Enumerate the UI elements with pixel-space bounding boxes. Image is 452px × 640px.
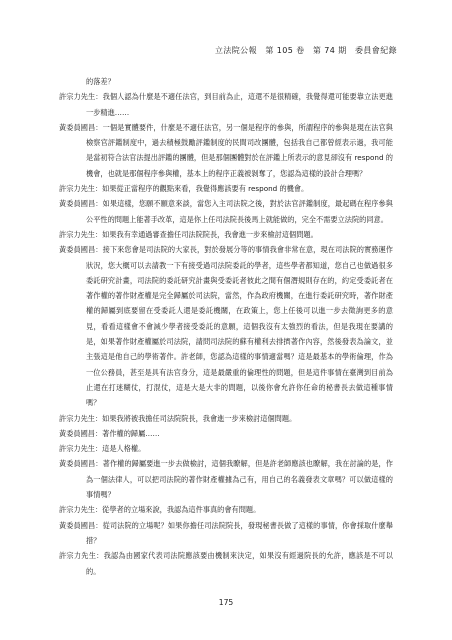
transcript-body <box>59 74 393 579</box>
transcript-paragraph: 許宗力先生：從學者的立場來說，我認為這件事真的會有問題。 <box>59 505 261 515</box>
transcript-paragraph: 許宗力先生：如果從正當程序的觀點來看，我覺得應該要有 respond 的機會。 <box>59 184 309 194</box>
transcript-paragraph: 黃委員國昌：著作權的歸屬…… <box>59 428 160 438</box>
transcript-paragraph: 黃委員國昌：著作權的歸屬要進一步去做檢討，這個我瞭解，但是許老師應該也瞭解，我在討論的是，作為一個法律人，可以把司法院的著作財產權據為己有，用自己的名義發表文章嗎？可以做這樣的事情嗎？ <box>59 459 393 500</box>
transcript-paragraph: 許宗力先生：我個人認為什麼是不適任法官，到目前為止，這還不是很精確，我覺得還可能要靠立法更進一步精進…… <box>59 92 393 117</box>
transcript-paragraph: 黃委員國昌：一個是實體要件，什麼是不適任法官，另一個是程序的參與，所謂程序的參與是現在法官與檢察官評鑑制度中，過去積極鼓勵評鑑制度的民間司改團體，包括我自己都曾經表示過，我可能是當初符合法官法提出評鑑的團體，但是那個團體對於在評鑑上所表示的意見卻沒有 respond 的機會，也就是那個程序參與權，基本上的程序正義被剝奪了，您認為這樣的設計合理嗎？ <box>59 122 393 178</box>
transcript-paragraph: 許宗力先生：如果我將被我擔任司法院院長，我會進一步來檢討這個問題。 <box>59 413 297 423</box>
transcript-paragraph: 黃委員國昌：如果這樣，您願不願意來談，當您入主司法院之後，對於法官評鑑制度，最起碼在程序參與公平性的問題上能著手改革，這是你上任司法院長後馬上就能做的，完全不需要立法院的同意。 <box>59 199 393 224</box>
transcript-paragraph: 許宗力先生：這是人格權。 <box>59 444 146 454</box>
transcript-paragraph: 黃委員國昌：接下來您會是司法院的大家長，對於發展分等的事情我會非常在意，現在司法院的實務運作狀況，您大概可以去請教一下有接受過司法院委託的學者，這些學者都知道，您自己也做過很多委託研究計畫，司法院的委託研究計畫與受委託者彼此之間有個潛規則存在的，約定受委託者在著作權的著作財產權是完全歸屬於司法院，當然，作為政府機關，在進行委託研究時，著作財產權的歸屬到底要留在受委託人還是委託機關，在政策上，您上任後可以進一步去徵詢更多的意見，看看這樣會不會減少學者接受委託的意願，這個我沒有太強烈的看法，但是我現在要講的是，如果著作財產權屬於司法院，請問司法院的蘇有權利去排擠著作內容，然後發表為論文，並主張這是他自己的學術著作。許老師，您認為這樣的事情適當嗎？這是最基本的學術倫理，作為一位公務員，甚至是具有法官身分，這是最嚴重的倫理性的問題，但是這件事情在臺灣到目前為止還在打迷糊仗，打混仗，這是大是大非的問題，以後你會允許你任命的秘書長去做這種事情嗎？ <box>59 245 393 408</box>
page-number: 175 <box>218 598 234 607</box>
transcript-paragraph: 黃委員國昌：從司法院的立場呢？如果你擔任司法院院長，發現秘書長做了這樣的事情，你會採取什麼舉措？ <box>59 520 393 545</box>
transcript-paragraph: 許宗力先生：如果我有幸通過審查擔任司法院院長，我會進一步來檢討這個問題。 <box>59 229 318 239</box>
running-header: 立法院公報 第 105 卷 第 74 期 委員會紀錄 <box>214 46 397 55</box>
transcript-paragraph: 許宗力先生：我認為由國家代表司法院應該要由機制來決定，如果沒有經過院長的允許，應該是不可以的。 <box>59 551 393 576</box>
transcript-paragraph: 的落差？ <box>86 77 115 86</box>
